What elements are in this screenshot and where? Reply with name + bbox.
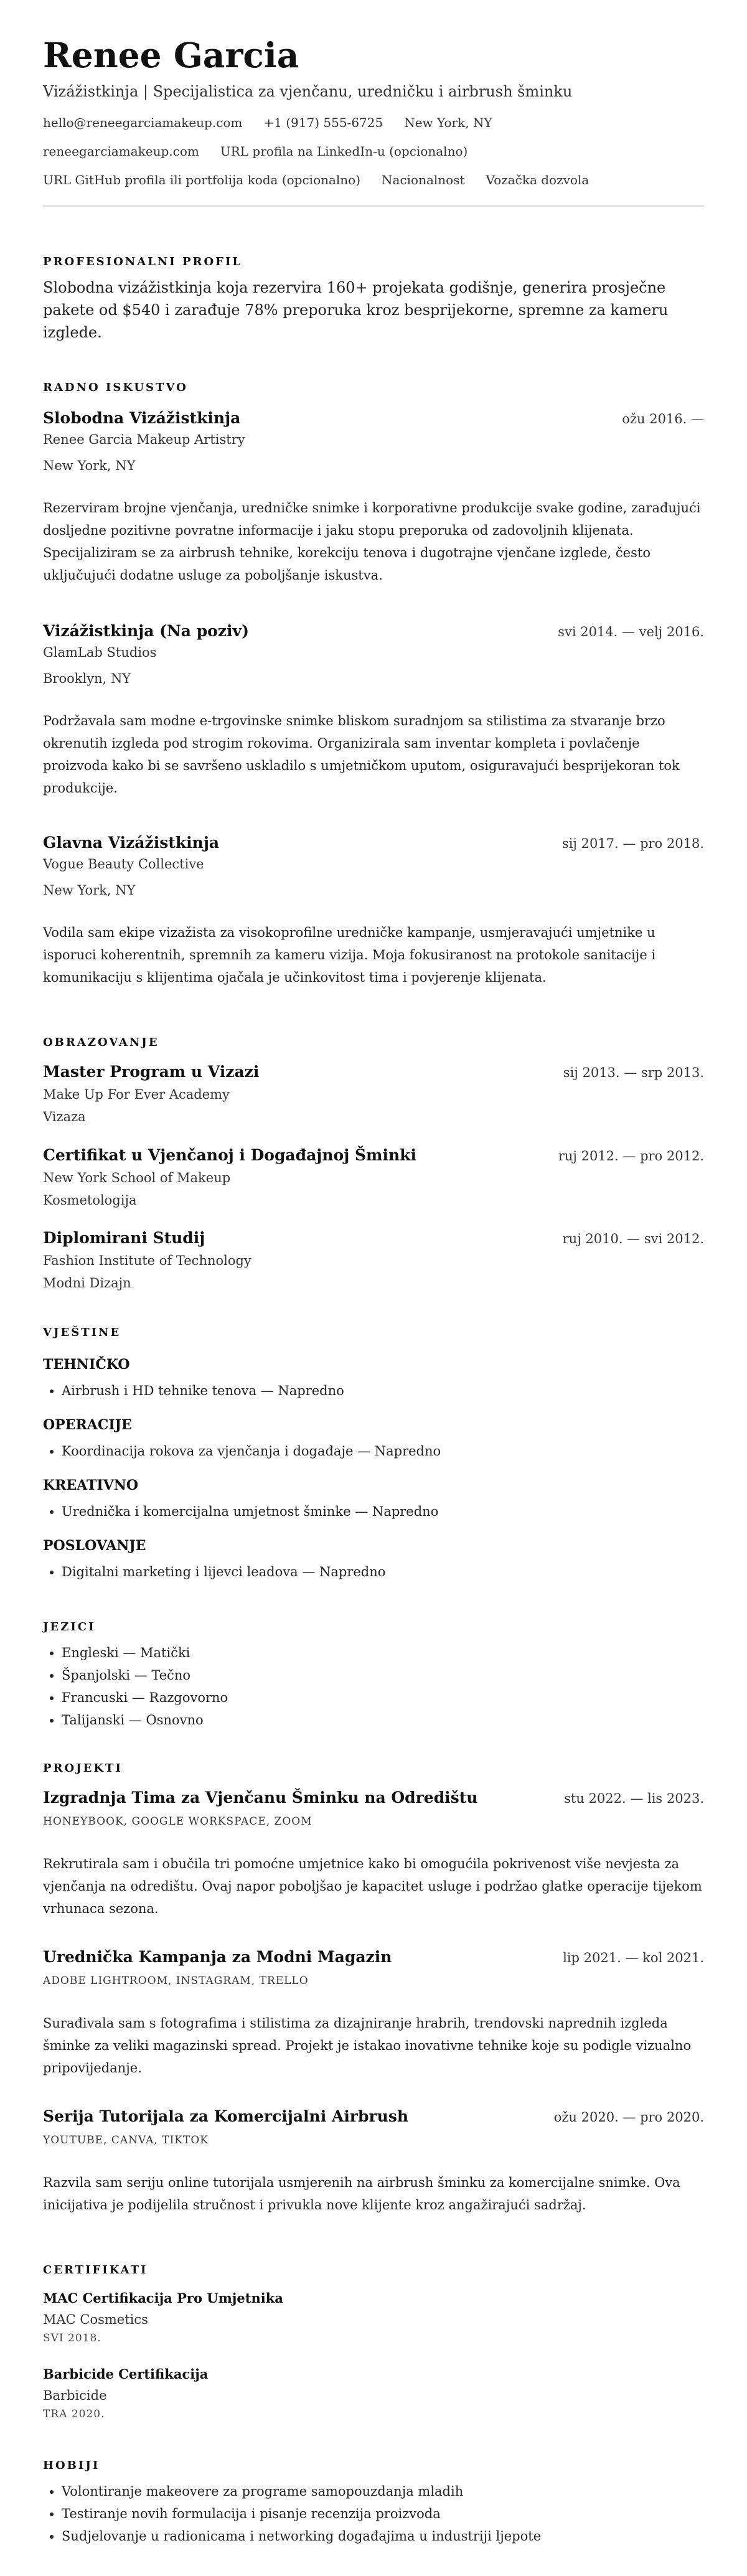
contact-row-1: [43, 115, 704, 131]
contact-website[interactable]: reneegarciamakeup.com: [43, 144, 199, 159]
hobby-item: • Testiranje novih formulacija i pisanje recenzija proizvoda: [62, 2503, 704, 2525]
project-title: Serija Tutorijala za Komercijalni Airbrush: [43, 2107, 409, 2125]
languages-title: JEZICI: [43, 1620, 96, 1634]
hobbies-section: [43, 2459, 704, 2547]
contact-row-3: [43, 172, 704, 188]
degree-date: ruj 2010. — svi 2012.: [562, 1231, 704, 1246]
experience-title: RADNO ISKUSTVO: [43, 381, 188, 394]
certificate-issuer: MAC Cosmetics: [43, 2312, 148, 2327]
project-tech: ADOBE LIGHTROOM, INSTAGRAM, TRELLO: [43, 1975, 309, 1987]
hobby-item: • Sudjelovanje u radionicama i networking događajima u industriji ljepote: [62, 2525, 704, 2547]
education-item: [43, 1145, 704, 1209]
contact-email[interactable]: hello@reneegarciamakeup.com: [43, 115, 243, 130]
profile-section: [43, 255, 704, 344]
project-description: Rekrutirala sam i obučila tri pomoćne umjetnice kako bi omogućila pokrivenost više nevjesta za vjenčanja na odredištu. Ovaj napor poboljšao je kapacitet usluge i podržao glatke operacije tijekom vrhunaca sezona.: [43, 1856, 702, 1916]
experience-item: [43, 408, 704, 586]
school-name: Make Up For Ever Academy: [43, 1087, 230, 1102]
job-date: ožu 2016. —: [622, 411, 704, 426]
skill-group: [43, 1537, 704, 1583]
job-date: svi 2014. — velj 2016.: [558, 624, 704, 639]
experience-section: [43, 381, 704, 395]
job-company: Renee Garcia Makeup Artistry: [43, 432, 245, 447]
contact-phone[interactable]: +1 (917) 555-6725: [263, 115, 383, 130]
skill-category: TEHNIČKO: [43, 1356, 130, 1373]
job-description: Rezerviram brojne vjenčanja, uredničke snimke i korporativne produkcije svake godine, zarađujući dosljedne pozitivne povratne informacije i jaku stopu preporuka od zadovoljnih klijenata. Specijaliziram se za airbrush tehnike, korekciju tenova i dugotrajne vjenčane izglede, često uključujući dodatne usluge za poboljšanje iskustva.: [43, 501, 701, 583]
contact-location: New York, NY: [404, 115, 492, 130]
project-description: Surađivala sam s fotografima i stilistima za dizajniranje hrabrih, trendovski naprednih izgleda šminke za veliki magazinski spread. Projekt je istakao inovativne tehnike koje su podigle vizualno pripovijedanje.: [43, 2016, 692, 2075]
project-title: Urednička Kampanja za Modni Magazin: [43, 1948, 392, 1966]
skill-item: • Digitalni marketing i lijevci leadova — Napredno: [62, 1561, 704, 1583]
education-section: [43, 1036, 704, 1050]
skill-category: POSLOVANJE: [43, 1538, 146, 1554]
candidate-name: Renee Garcia: [43, 35, 299, 75]
language-item: • Francuski — Razgovorno: [62, 1686, 704, 1709]
certificate-date: TRA 2020.: [43, 2408, 105, 2420]
project-item: [43, 1947, 704, 2079]
job-description: Vodila sam ekipe vizažista za visokoprofilne uredničke kampanje, usmjeravajući umjetnike u isporuci koherentnih, spremnih za kameru vizija. Moja fokusiranost na protokole sanitacije i komunikaciju s klijentima ojačala je učinkovitost tima i povjerenje klijenata.: [43, 925, 656, 985]
job-location: Brooklyn, NY: [43, 671, 131, 686]
contact-linkedin[interactable]: URL profila na LinkedIn-u (opcionalno): [220, 144, 468, 159]
job-description: Podržavala sam modne e-trgovinske snimke bliskom suradnjom sa stilistima za stvaranje brzo okrenutih izgleda pod strogim rokovima. Organizirala sam inventar kompleta i povlačenje proizvoda kako bi se savršeno uskladilo s umjetničkom uputom, osiguravajući besprijekoran tok produkcije.: [43, 713, 680, 796]
project-date: lip 2021. — kol 2021.: [563, 1950, 704, 1965]
contact-row-2: [43, 143, 704, 159]
skill-group: [43, 1477, 704, 1523]
job-title: Glavna Vizážistkinja: [43, 834, 220, 852]
candidate-headline: Vizážistkinja | Specijalistica za vjenčanu, uredničku i airbrush šminku: [43, 83, 573, 100]
school-name: Fashion Institute of Technology: [43, 1253, 251, 1268]
degree-title: Diplomirani Studij: [43, 1229, 205, 1247]
experience-item: [43, 621, 704, 799]
certificate-issuer: Barbicide: [43, 2388, 107, 2403]
project-item: [43, 2107, 704, 2216]
job-location: New York, NY: [43, 883, 136, 898]
contact-github[interactable]: URL GitHub profila ili portfolija koda (opcionalno): [43, 172, 361, 187]
job-date: sij 2017. — pro 2018.: [561, 836, 704, 851]
degree-title: Certifikat u Vjenčanoj i Događajnoj Šminki: [43, 1146, 416, 1164]
languages-section: [43, 1620, 704, 1731]
education-item: [43, 1062, 704, 1126]
skills-section: [43, 1326, 704, 1340]
degree-date: sij 2013. — srp 2013.: [563, 1065, 704, 1080]
contact-license: Vozačka dozvola: [486, 172, 590, 187]
project-date: stu 2022. — lis 2023.: [564, 1791, 704, 1806]
resume-header: [43, 35, 704, 188]
projects-title: PROJEKTI: [43, 1762, 123, 1775]
project-date: ožu 2020. — pro 2020.: [553, 2110, 704, 2125]
skill-category: KREATIVNO: [43, 1477, 139, 1493]
certificate-date: SVI 2018.: [43, 2332, 101, 2344]
study-field: Kosmetologija: [43, 1193, 137, 1208]
contact-nationality: Nacionalnost: [382, 172, 465, 187]
project-tech: YOUTUBE, CANVA, TIKTOK: [43, 2134, 209, 2146]
skills-title: VJEŠTINE: [43, 1326, 121, 1339]
job-company: Vogue Beauty Collective: [43, 857, 204, 872]
profile-summary: Slobodna vizážistkinja koja rezervira 160+ projekata godišnje, generira prosječne pakete od $540 i zarađuje 78% preporuka kroz besprijekorne, spremne za kameru izglede.: [43, 279, 669, 341]
certificate-name: MAC Certifikacija Pro Umjetnika: [43, 2290, 283, 2306]
study-field: Vizaza: [43, 1109, 86, 1124]
language-item: • Španjolski — Tečno: [62, 1664, 704, 1686]
skill-group: [43, 1416, 704, 1462]
education-title: OBRAZOVANJE: [43, 1036, 159, 1049]
profile-title: PROFESIONALNI PROFIL: [43, 255, 243, 268]
skill-group: [43, 1356, 704, 1402]
education-item: [43, 1228, 704, 1292]
skill-item: • Airbrush i HD tehnike tenova — Napredno: [62, 1380, 704, 1402]
project-tech: HONEYBOOK, GOOGLE WORKSPACE, ZOOM: [43, 1815, 312, 1828]
language-item: • Engleski — Matički: [62, 1642, 704, 1664]
hobbies-title: HOBIJI: [43, 2459, 100, 2472]
project-title: Izgradnja Tima za Vjenčanu Šminku na Odredištu: [43, 1789, 478, 1807]
study-field: Modni Dizajn: [43, 1276, 131, 1290]
certificate-name: Barbicide Certifikacija: [43, 2366, 209, 2382]
job-title: Slobodna Vizážistkinja: [43, 409, 241, 427]
degree-title: Master Program u Vizazi: [43, 1063, 260, 1081]
experience-item: [43, 833, 704, 989]
job-company: GlamLab Studios: [43, 645, 157, 660]
certificate-item: [43, 2290, 704, 2346]
degree-date: ruj 2012. — pro 2012.: [558, 1149, 704, 1163]
projects-section: [43, 1762, 704, 1775]
job-title: Vizážistkinja (Na poziv): [43, 622, 249, 640]
school-name: New York School of Makeup: [43, 1170, 231, 1185]
language-item: • Talijanski — Osnovno: [62, 1709, 704, 1731]
project-item: [43, 1788, 704, 1920]
header-divider: [43, 205, 704, 207]
skill-item: • Koordinacija rokova za vjenčanja i događaje — Napredno: [62, 1440, 704, 1462]
job-location: New York, NY: [43, 458, 136, 473]
skill-item: • Urednička i komercijalna umjetnost šminke — Napredno: [62, 1500, 704, 1523]
certificates-section: [43, 2263, 704, 2277]
skill-category: OPERACIJE: [43, 1417, 132, 1433]
project-description: Razvila sam seriju online tutorijala usmjerenih na airbrush šminku za komercijalne snimke. Ova inicijativa je podijelila stručnost i privukla nove klijente kroz angažirajući sadržaj.: [43, 2175, 680, 2212]
hobby-item: • Volontiranje makeovere za programe samopouzdanja mladih: [62, 2480, 704, 2503]
certificates-title: CERTIFIKATI: [43, 2263, 148, 2277]
certificate-item: [43, 2366, 704, 2422]
